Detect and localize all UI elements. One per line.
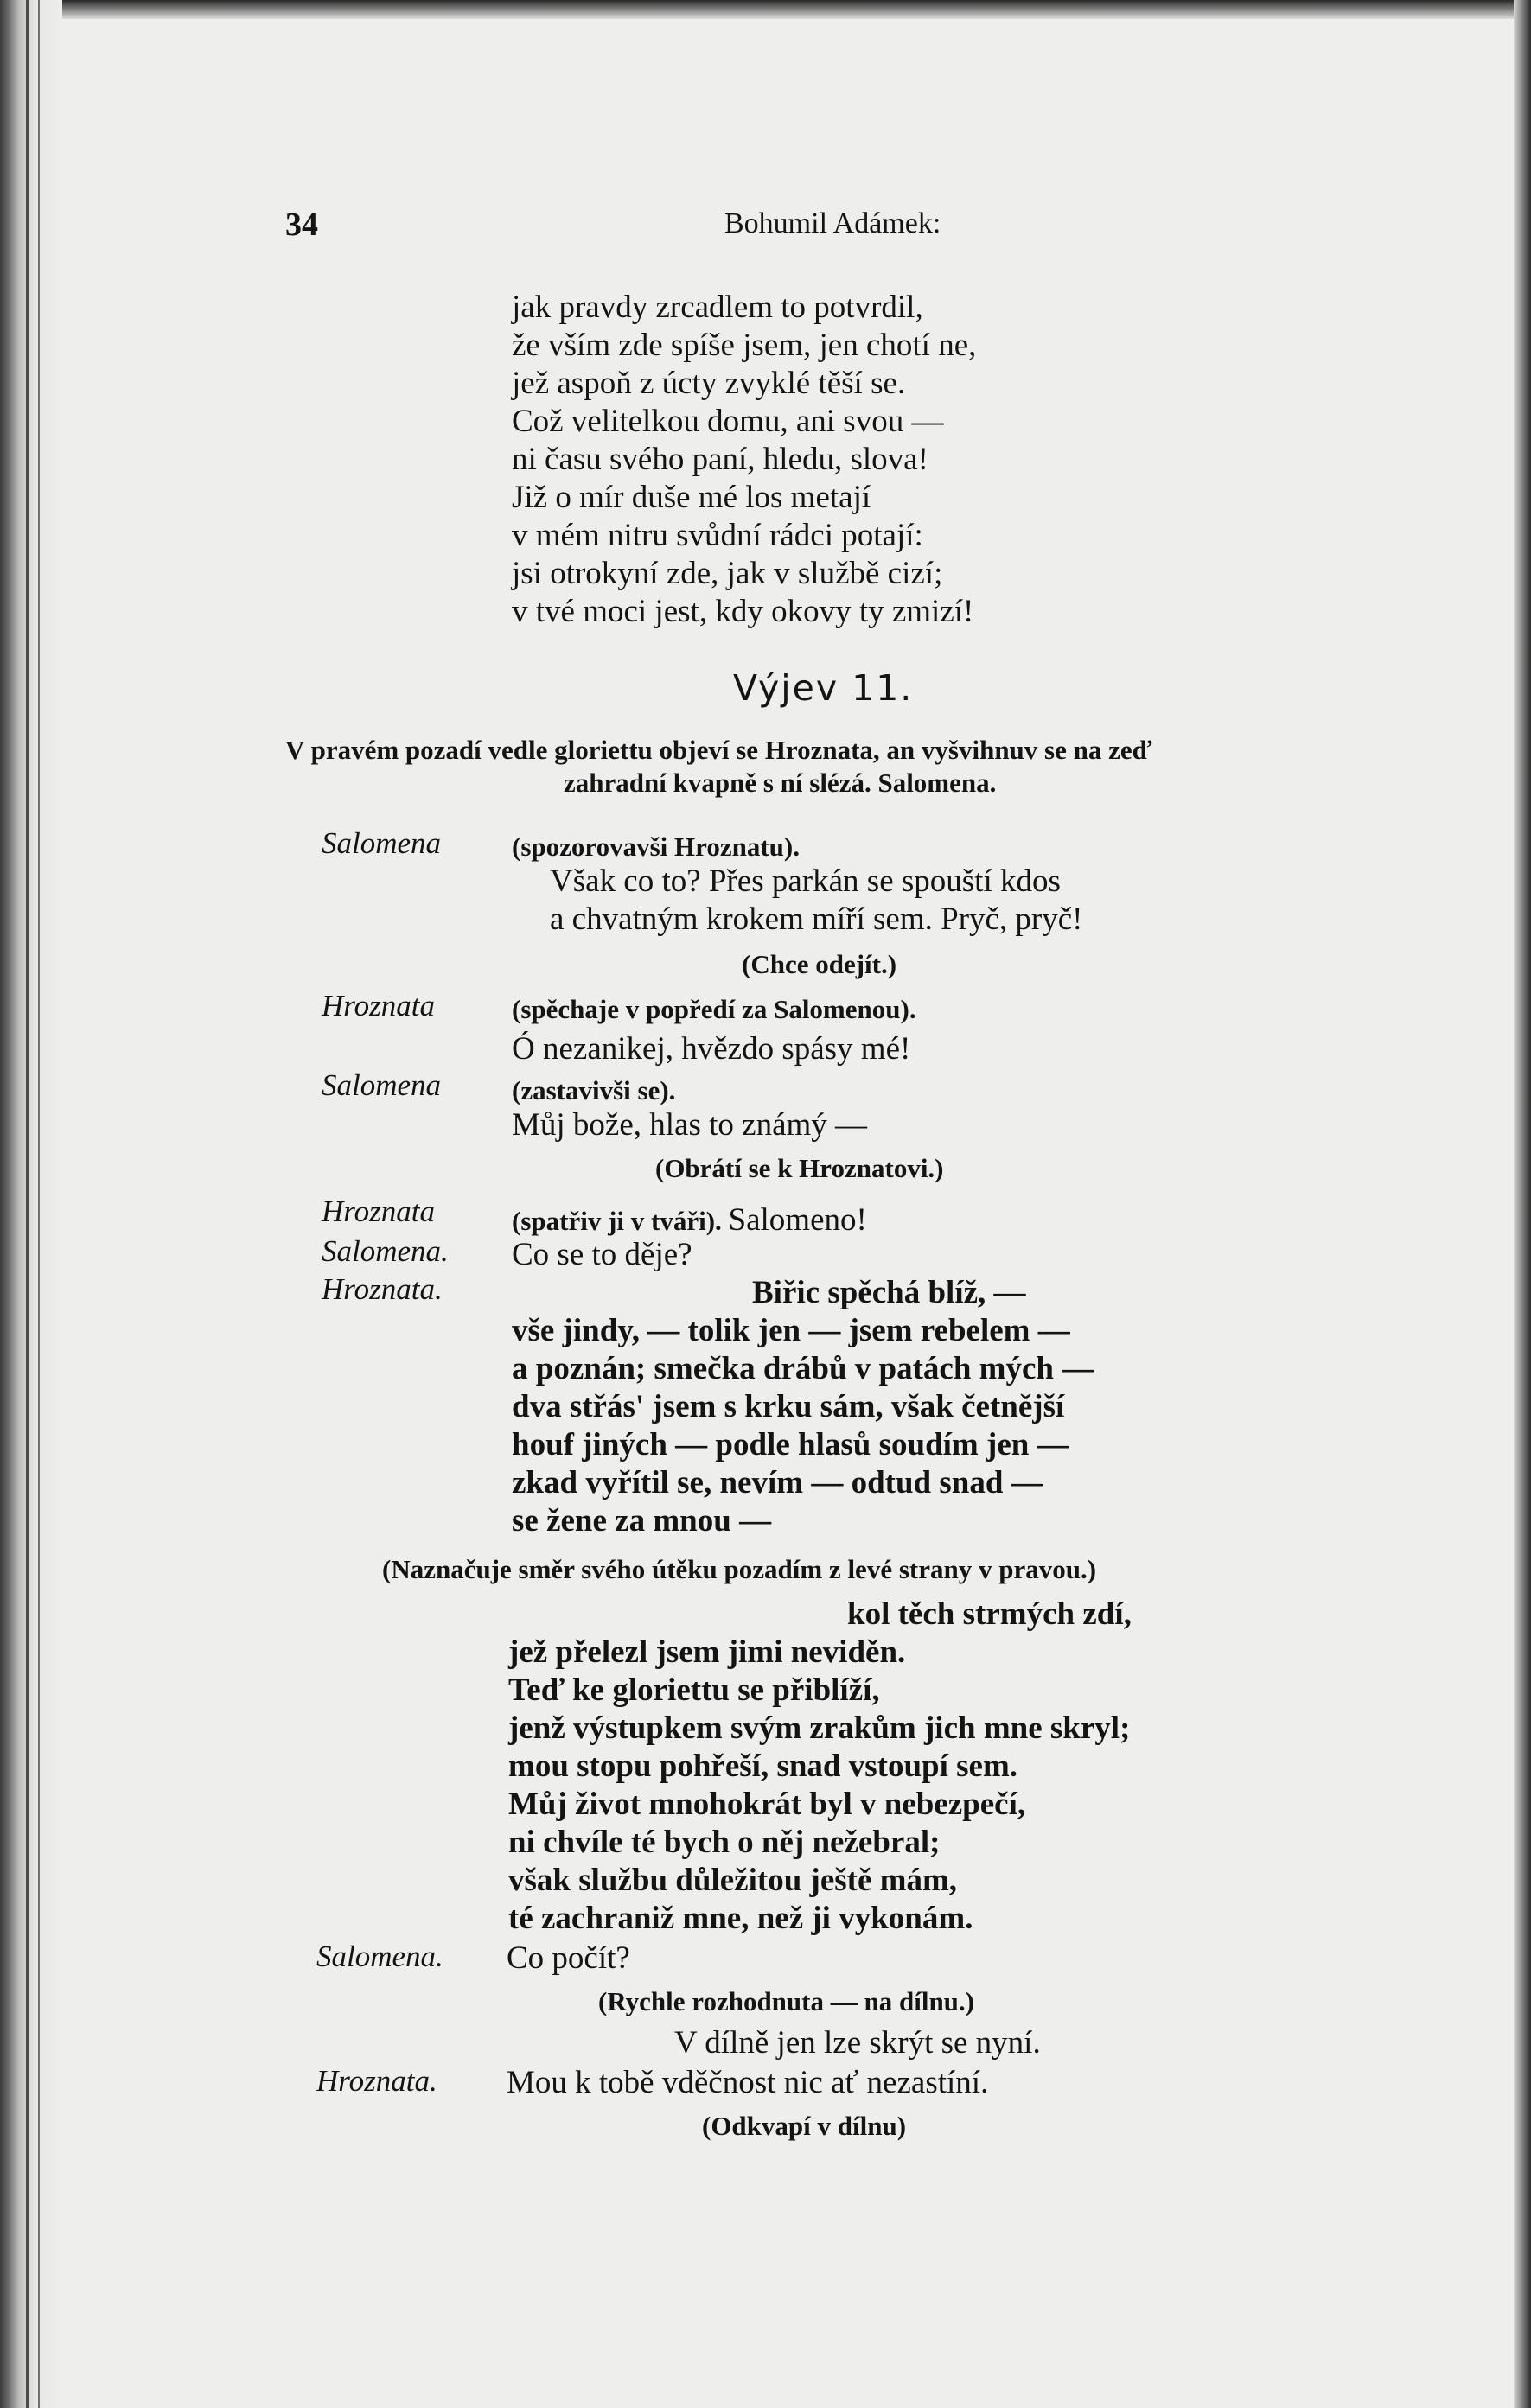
verse-line: Můj bože, hlas to známý — [512,1107,868,1143]
stage-direction: (spozorovavši Hroznatu). [512,831,800,862]
scan-right-edge [1514,0,1531,2408]
verse-line: Mou k tobě vděčnost nic ať nezastíní. [507,2065,989,2100]
running-head: Bohumil Adámek: [724,207,941,239]
verse-line: Ó nezanikej, hvězdo spásy mé! [512,1031,911,1067]
stage-direction [512,1201,867,1239]
verse-line: Již o mír duše mé los metají [512,480,871,515]
verse-line: však službu důležitou ještě mám, [508,1863,958,1898]
stage-direction-text: (spatřiv ji v tváři). [512,1206,722,1236]
verse-line: jsi otrokyní zde, jak v službě cizí; [512,556,943,591]
scene-direction-line: zahradní kvapně s ní slézá. Salomena. [564,768,997,798]
verse-line: zkad vyřítil se, nevím — odtud snad — [512,1465,1043,1500]
stage-direction: (Chce odejít.) [742,949,897,979]
verse-line: v mém nitru svůdní rádci potají: [512,518,923,553]
scene-direction-line: V pravém pozadí vedle gloriettu objeví se Hroznata, an vyšvihnuv se na zeď [285,735,1152,765]
verse-line: Což velitelkou domu, ani svou — [512,404,944,439]
speaker-name: Salomena [322,1068,442,1102]
verse-line: ni času svého paní, hledu, slova! [512,442,928,477]
verse-line: se žene za mnou — [512,1503,772,1538]
speaker-name: Hroznata. [322,1272,443,1306]
verse-line: že vším zde spíše jsem, jen chotí ne, [512,328,977,363]
verse-line: dva střás' jsem s krku sám, však četnější [512,1389,1065,1424]
verse-line: a poznán; smečka drábů v patách mých — [512,1351,1094,1386]
speaker-name: Salomena [322,826,442,860]
verse-line: v tvé moci jest, kdy okovy ty zmizí! [512,594,974,629]
speaker-name: Hroznata [322,1194,435,1228]
speaker-name: Hroznata [322,989,435,1022]
verse-line: ni chvíle té bych o něj nežebral; [508,1825,941,1860]
stage-direction: (spěchaje v popředí za Salomenou). [512,994,916,1024]
verse-line: mou stopu pohřeší, snad vstoupí sem. [508,1749,1018,1784]
speaker-name: Salomena. [322,1234,449,1268]
scan-left-line [38,0,40,2408]
scene-title: Výjev 11. [733,667,914,709]
verse-line: kol těch strmých zdí, [847,1596,1132,1632]
verse-line: Co se to děje? [512,1237,692,1272]
verse-line: a chvatným krokem míří sem. Pryč, pryč! [550,901,1083,937]
verse-line: Biřic spěchá blíž, — [752,1275,1026,1310]
verse-line: houf jiných — podle hlasů soudím jen — [512,1427,1069,1462]
verse-line: Můj život mnohokrát byl v nebezpečí, [508,1787,1026,1822]
verse-line: Teď ke gloriettu se přiblíží, [508,1672,880,1708]
verse-line: vše jindy, — tolik jen — jsem rebelem — [512,1313,1070,1348]
scan-left-line [26,0,29,2408]
verse-line: jež aspoň z úcty zvyklé těší se. [512,366,906,401]
speaker-name: Salomena. [316,1940,443,1973]
verse-line: Co počít? [507,1940,630,1976]
scan-left-edge [0,0,62,2408]
verse-line: jenž výstupkem svým zrakům jich mne skryl; [508,1710,1131,1746]
verse-line: Salomeno! [728,1202,867,1238]
stage-direction: (Naznačuje směr svého útěku pozadím z levé strany v pravou.) [382,1554,1097,1584]
page-number: 34 [285,207,318,243]
scan-top-edge [0,0,1531,19]
verse-line: jež přelezl jsem jimi neviděn. [508,1634,906,1670]
verse-line: té zachraniž mne, než ji vykonám. [508,1901,973,1936]
verse-line: V dílně jen lze skrýt se nyní. [674,2025,1041,2061]
verse-line: jak pravdy zrcadlem to potvrdil, [512,290,923,325]
verse-line: Však co to? Přes parkán se spouští kdos [550,863,1061,899]
speaker-name: Hroznata. [316,2064,437,2098]
stage-direction: (Obrátí se k Hroznatovi.) [655,1153,944,1183]
stage-direction: (Rychle rozhodnuta — na dílnu.) [598,1986,974,2016]
stage-direction: (Odkvapí v dílnu) [702,2111,907,2141]
stage-direction: (zastavivši se). [512,1075,676,1105]
